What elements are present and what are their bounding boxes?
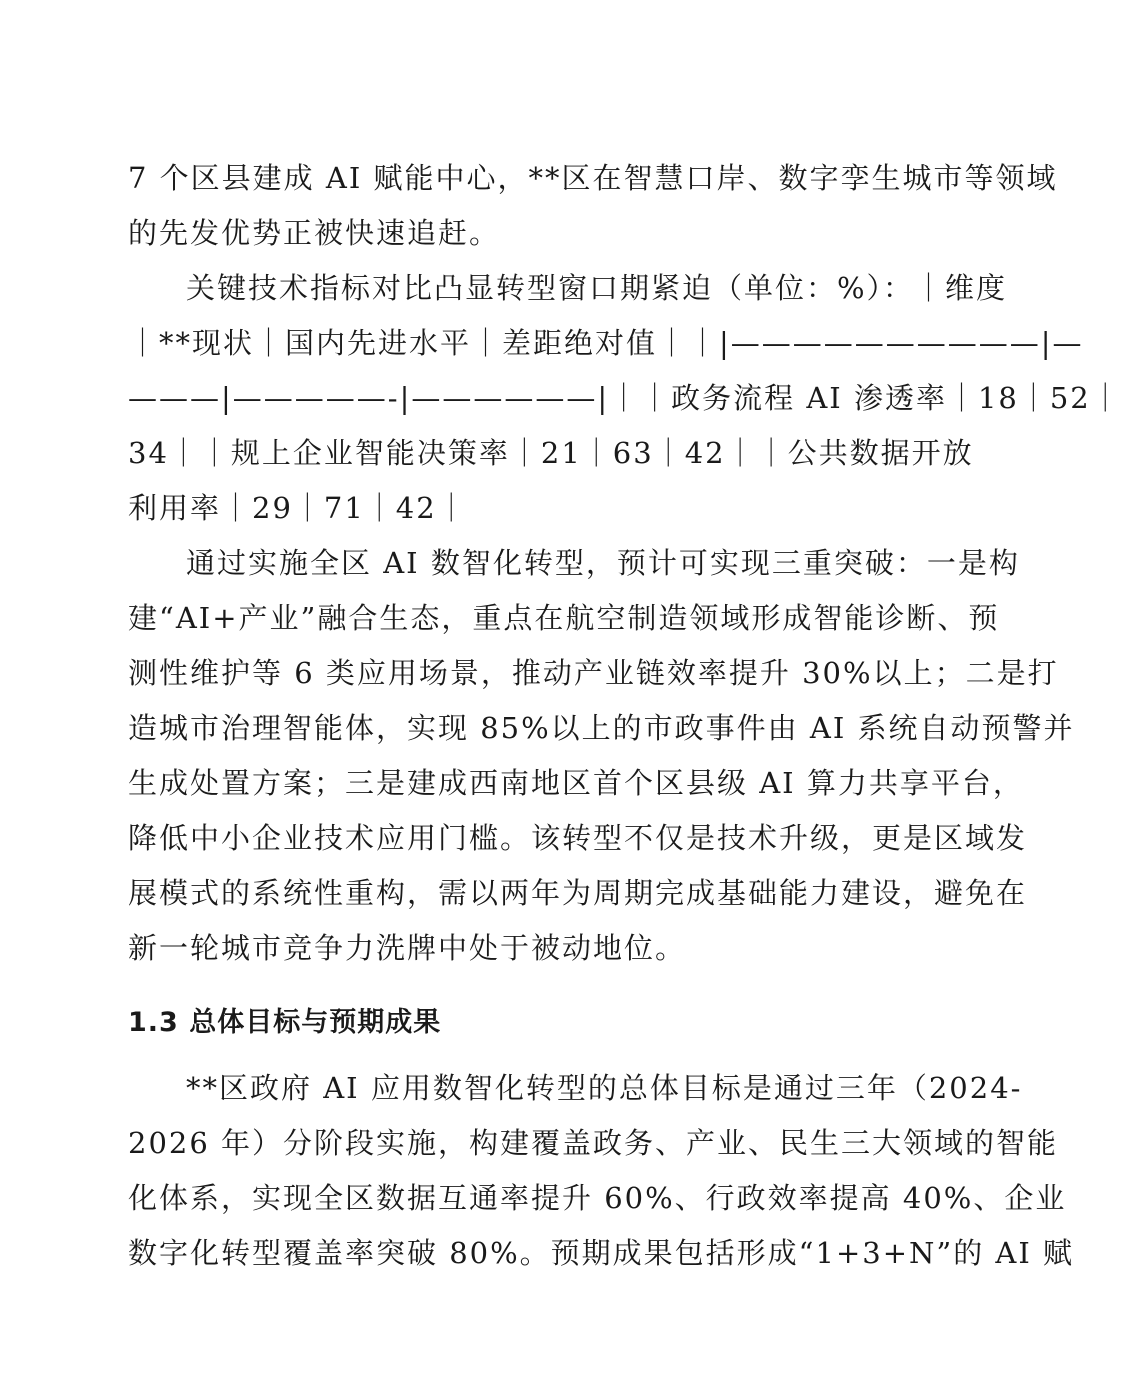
para3-line-1: **区政府 AI 应用数智化转型的总体目标是通过三年（2024- (186, 1071, 1023, 1105)
para2-line-7: 展模式的系统性重构，需以两年为周期完成基础能力建设，避免在 (128, 876, 1028, 910)
table-para-line-3: ———|—————-|——————|｜｜政务流程 AI 渗透率｜18｜52｜ (128, 381, 1122, 415)
table-para-line-4: 34｜｜规上企业智能决策率｜21｜63｜42｜｜公共数据开放 (128, 436, 974, 470)
section-heading: 1.3 总体目标与预期成果 (128, 1007, 442, 1038)
para2-line-5: 生成处置方案；三是建成西南地区首个区县级 AI 算力共享平台， (128, 766, 1024, 800)
para2-line-2: 建“AI+产业”融合生态，重点在航空制造领域形成智能诊断、预 (128, 601, 1000, 635)
para2-line-8: 新一轮城市竞争力洗牌中处于被动地位。 (128, 931, 687, 965)
para3-line-4: 数字化转型覆盖率突破 80%。预期成果包括形成“1+3+N”的 AI 赋 (128, 1236, 1075, 1270)
para1-line-1: 7 个区县建成 AI 赋能中心，**区在智慧口岸、数字孪生城市等领域 (128, 161, 1058, 195)
para2-line-1: 通过实施全区 AI 数智化转型，预计可实现三重突破：一是构 (186, 546, 1020, 580)
table-para-line-1: 关键技术指标对比凸显转型窗口期紧迫（单位：%）：｜维度 (186, 271, 1008, 305)
para2-line-4: 造城市治理智能体，实现 85%以上的市政事件由 AI 系统自动预警并 (128, 711, 1075, 745)
table-para-line-2: ｜**现状｜国内先进水平｜差距绝对值｜｜|——————————|— (128, 326, 1084, 360)
para2-line-6: 降低中小企业技术应用门槛。该转型不仅是技术升级，更是区域发 (128, 821, 1028, 855)
para3-line-2: 2026 年）分阶段实施，构建覆盖政务、产业、民生三大领域的智能 (128, 1126, 1059, 1160)
table-para-line-5: 利用率｜29｜71｜42｜ (128, 491, 468, 525)
para1-line-2: 的先发优势正被快速追赶。 (128, 216, 501, 250)
para3-line-3: 化体系，实现全区数据互通率提升 60%、行政效率提高 40%、企业 (128, 1181, 1067, 1215)
para2-line-3: 测性维护等 6 类应用场景，推动产业链效率提升 30%以上；二是打 (128, 656, 1059, 690)
